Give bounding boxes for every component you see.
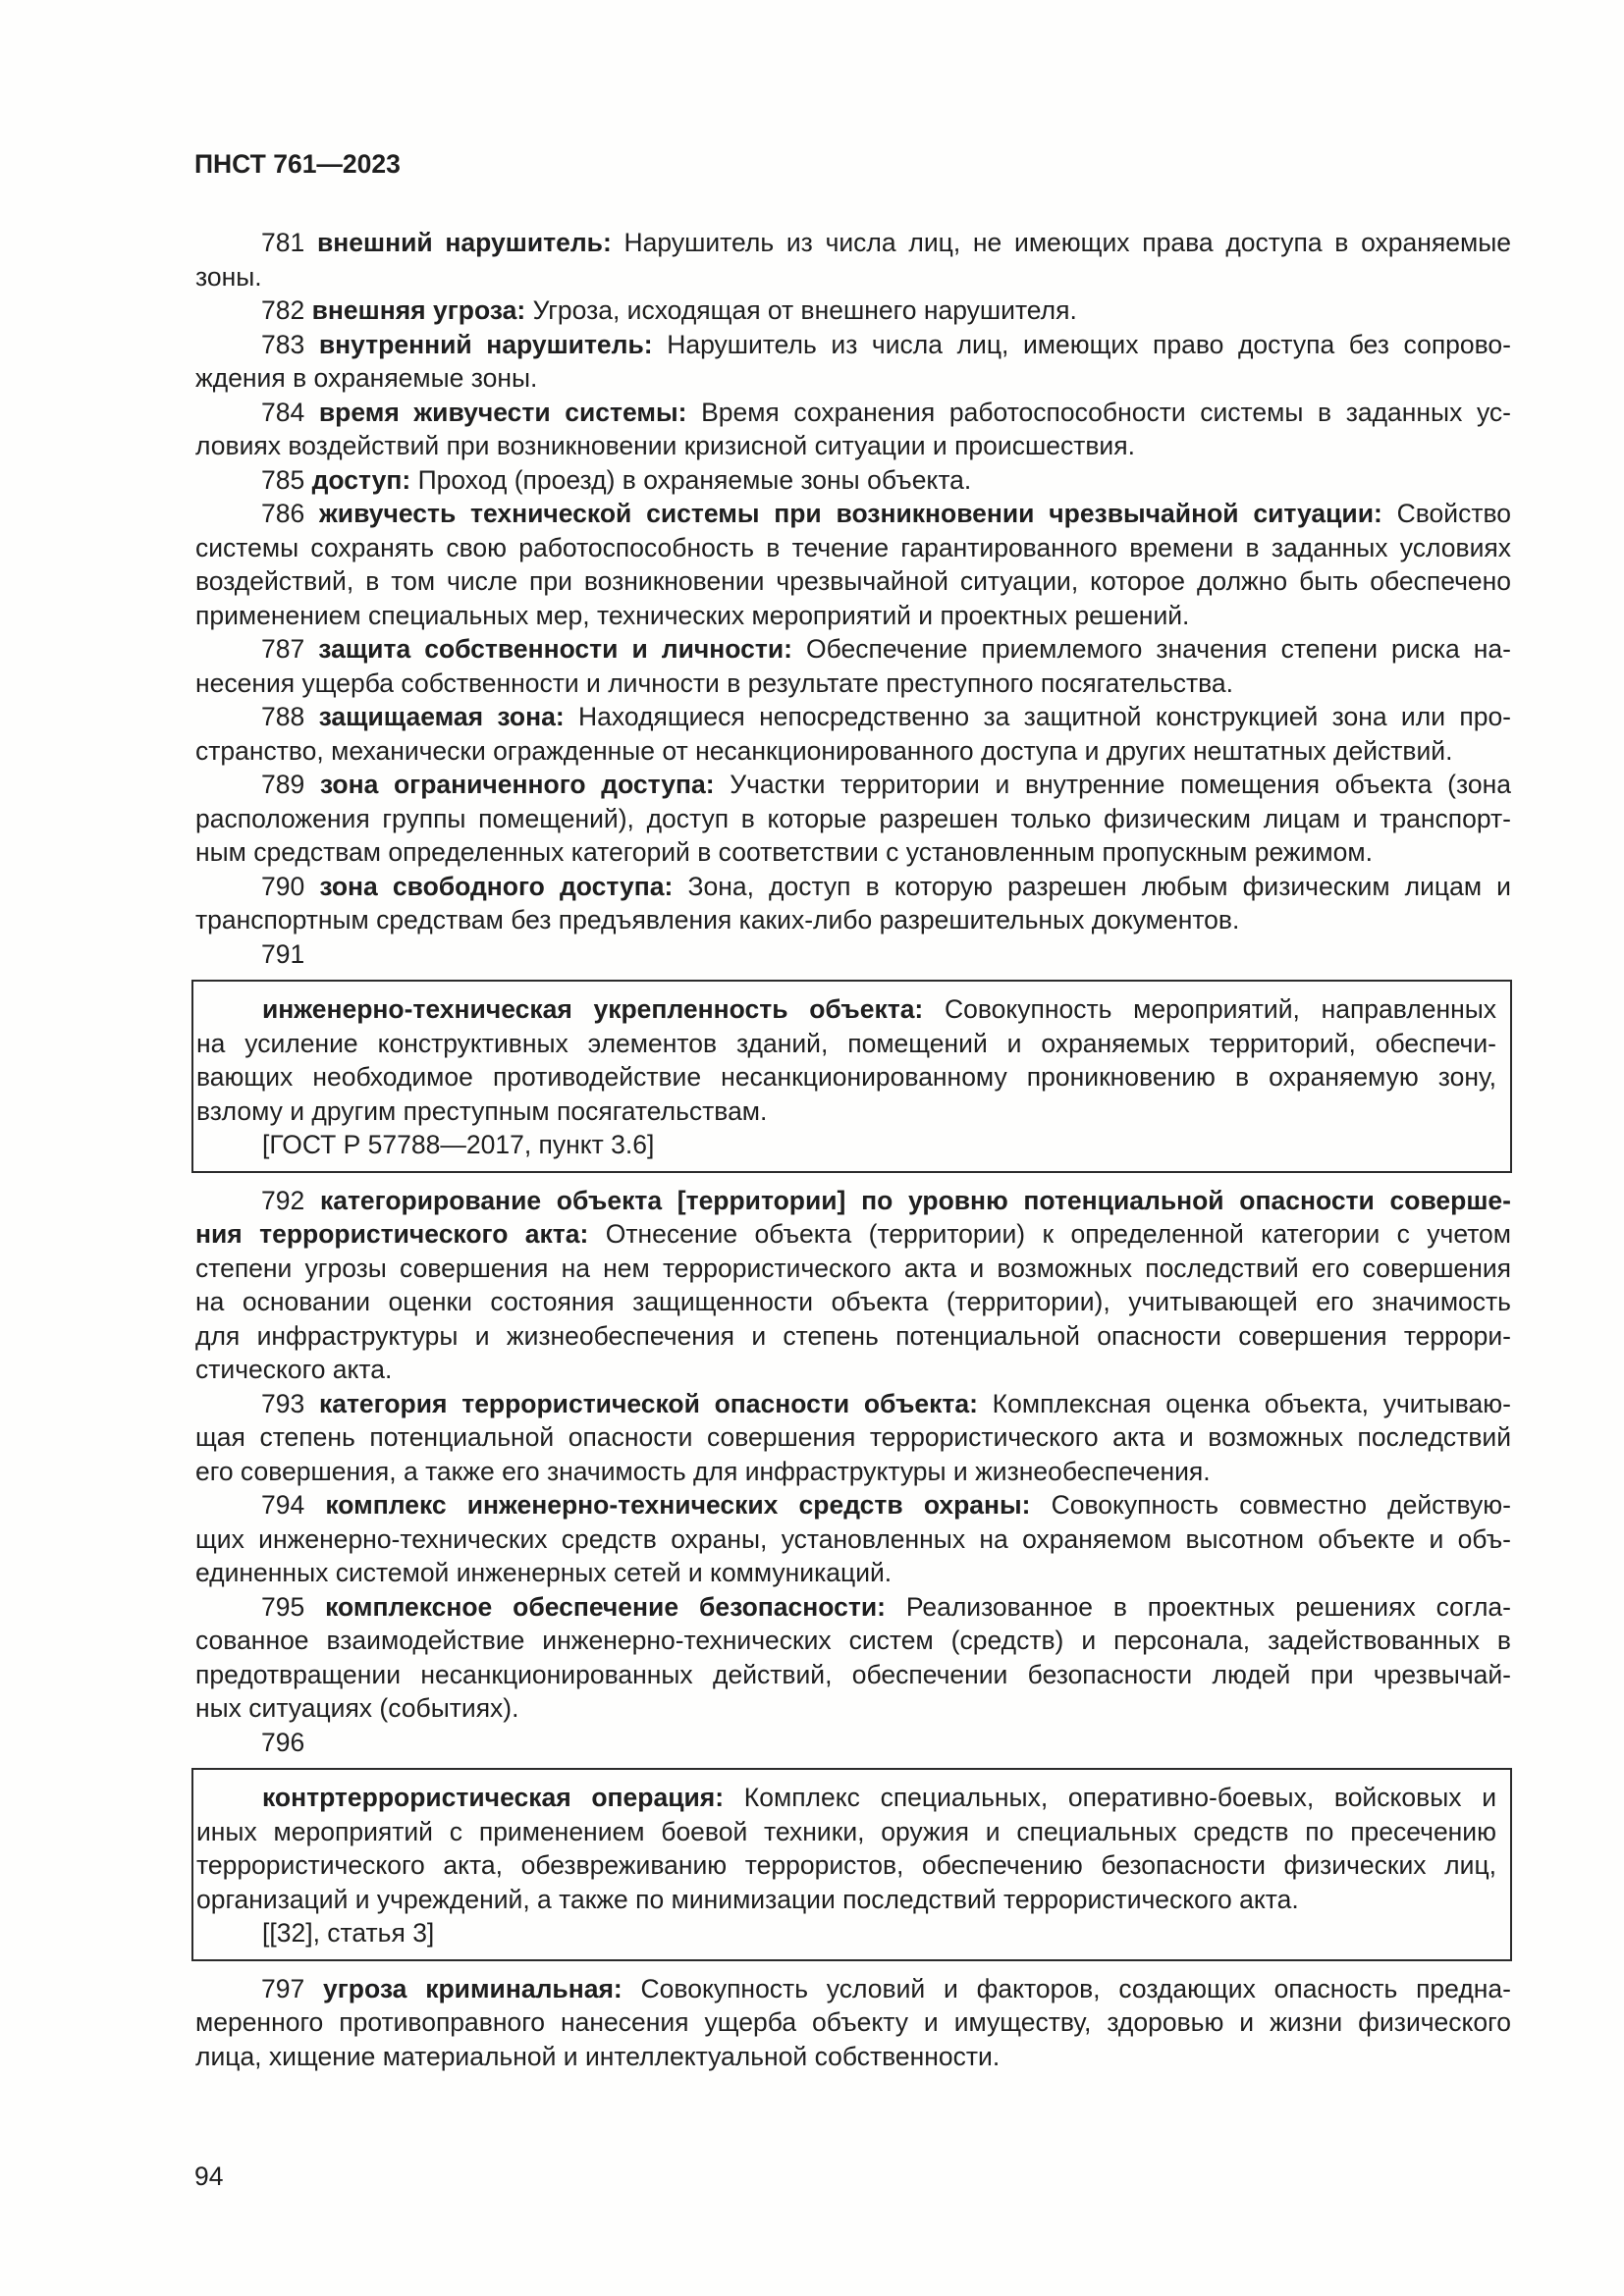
definition-line: предотвращении несанкционированных действий, обеспечении безопасности людей при чрезвычай- — [195, 1659, 1511, 1689]
definition-line: ных ситуациях (событиях). — [195, 1693, 519, 1723]
definition-text: Угроза, исходящая от внешнего нарушителя. — [532, 295, 1077, 325]
entry-second-line — [195, 1217, 1511, 1252]
definition-text: Совокупность совместно действую- — [1051, 1490, 1512, 1520]
quoted-definition-box — [191, 980, 1512, 1173]
entry-790 — [195, 870, 1511, 937]
term-number: 793 — [261, 1388, 305, 1418]
definition-text: Находящиеся непосредственно за защитной конструкцией зона или про- — [578, 702, 1512, 731]
entry-795 — [195, 1590, 1511, 1726]
entry-786 — [195, 497, 1511, 632]
definition-line: вающих необходимое противодействие несанкционированному проникновению в охраняемую зону, — [196, 1062, 1496, 1092]
term-name: защита собственности и личности: — [318, 634, 792, 664]
definition-line: странство, механически огражденные от несанкционированного доступа и других нештатных действий. — [195, 735, 1453, 766]
entry-first-line — [195, 396, 1511, 430]
term-number: 787 — [261, 634, 305, 664]
entry-785 — [195, 463, 1511, 498]
term-name: внешний нарушитель: — [316, 228, 612, 257]
entry-782 — [195, 294, 1511, 328]
term-name: время живучести системы: — [318, 397, 687, 427]
term-name: комплекс инженерно-технических средств охраны: — [325, 1490, 1031, 1520]
entry-787 — [195, 632, 1511, 700]
entry-796 — [195, 1726, 1511, 1961]
entry-first-line — [195, 870, 1511, 904]
entry-first-line — [195, 294, 1511, 328]
entry-788 — [195, 700, 1511, 768]
definition-text: Нарушитель из числа лиц, имеющих право доступа без сопрово- — [667, 329, 1511, 359]
term-number: 796 — [261, 1727, 305, 1757]
definition-line: организаций и учреждений, а также по минимизации последствий террористического акта. — [196, 1884, 1299, 1914]
definition-line: единенных системой инженерных сетей и коммуникаций. — [195, 1558, 893, 1587]
term-number: 786 — [261, 499, 305, 528]
definition-line: транспортным средствам без предъявления каких-либо разрешительных документов. — [195, 905, 1240, 934]
term-name: внутренний нарушитель: — [318, 329, 653, 359]
definition-line: иных мероприятий с применением боевой техники, оружия и специальных средств по пресечению — [196, 1816, 1496, 1846]
term-name: угроза криминальная: — [323, 1973, 623, 2003]
entry-783 — [195, 328, 1511, 396]
entry-first-line — [195, 497, 1511, 531]
entry-784 — [195, 396, 1511, 463]
definition-line: степени угрозы совершения на нем террористического акта и возможных последствий его совершения — [195, 1253, 1511, 1283]
definition-text: Обеспечение приемлемого значения степени риска на- — [806, 634, 1511, 664]
entry-first-line — [195, 226, 1511, 260]
term-name: комплексное обеспечение безопасности: — [325, 1591, 886, 1622]
definition-line: меренного противоправного нанесения ущерба объекту и имуществу, здоровью и жизни физического — [195, 2007, 1511, 2037]
entry-first-line — [195, 328, 1511, 362]
definition-text: Проход (проезд) в охраняемые зоны объекта. — [417, 464, 972, 495]
definition-text: Совокупность мероприятий, направленных — [944, 994, 1497, 1024]
definition-line: на усиление конструктивных элементов зданий, помещений и охраняемых территорий, обеспечи- — [196, 1028, 1496, 1058]
term-name: защищаемая зона: — [318, 702, 565, 731]
definition-line: взлому и другим преступным посягательствам. — [196, 1095, 768, 1126]
definition-line: его совершения, а также его значимость для инфраструктуры и жизнеобеспечения. — [195, 1456, 1211, 1486]
entry-792 — [195, 1184, 1511, 1387]
definition-line: сованное взаимодействие инженерно-технических систем (средств) и персонала, задействованных в — [195, 1626, 1511, 1655]
term-name: контртеррористическая операция: — [262, 1783, 725, 1812]
term-name: доступ: — [311, 464, 411, 495]
document-code: ПНСТ 761—2023 — [194, 149, 401, 179]
definition-line: для инфраструктуры и жизнеобеспечения и степень потенциальной опасности совершения террори- — [195, 1320, 1511, 1351]
entry-first-line — [195, 1184, 1511, 1218]
term-number: 789 — [261, 770, 305, 799]
source-reference: [ГОСТ Р 57788—2017, пункт 3.6] — [262, 1130, 655, 1159]
term-name: живучесть технической системы при возникновении чрезвычайной ситуации: — [319, 499, 1382, 528]
definition-line: лица, хищение материальной и интеллектуальной собственности. — [195, 2041, 1001, 2071]
term-name: зона ограниченного доступа: — [319, 770, 715, 799]
definition-text: Отнесение объекта (территории) к определенной категории с учетом — [605, 1219, 1512, 1249]
definition-text: Нарушитель из числа лиц, не имеющих права доступа в охраняемые — [623, 228, 1512, 257]
definition-line: расположения группы помещений), доступ в которые разрешен только физическим лицам и транспорт- — [195, 803, 1511, 833]
term-name: зона свободного доступа: — [319, 871, 674, 901]
term-number: 791 — [261, 938, 305, 969]
term-number: 794 — [261, 1490, 305, 1520]
term-number: 783 — [261, 329, 305, 359]
entry-first-line — [195, 463, 1511, 498]
box-first-line — [196, 992, 1496, 1027]
definition-line: применением специальных мер, технических мероприятий и проектных решений. — [195, 600, 1190, 630]
term-number: 785 — [261, 464, 305, 495]
entry-793 — [195, 1387, 1511, 1489]
box-first-line — [196, 1781, 1496, 1815]
entry-first-line — [195, 1972, 1511, 2006]
definition-text: Реализованное в проектных решениях согла- — [905, 1591, 1511, 1622]
term-number: 788 — [261, 702, 305, 731]
entry-794 — [195, 1488, 1511, 1590]
source-reference: [[32], статья 3] — [262, 1918, 435, 1948]
quoted-definition-box — [191, 1768, 1512, 1961]
entry-791 — [195, 937, 1511, 1173]
term-number: 784 — [261, 397, 305, 427]
entry-first-line — [195, 1488, 1511, 1522]
entry-first-line — [195, 768, 1511, 802]
term-name: инженерно-техническая укрепленность объекта: — [262, 994, 924, 1024]
entry-797 — [195, 1972, 1511, 2074]
definition-line: на основании оценки состояния защищенности объекта (территории), учитывающей его значимость — [195, 1287, 1511, 1316]
definition-line: ждения в охраняемые зоны. — [195, 363, 538, 393]
entry-781 — [195, 226, 1511, 294]
definition-line: стического акта. — [195, 1355, 393, 1384]
entry-first-line — [195, 700, 1511, 734]
definition-line: щая степень потенциальной опасности совершения террористического акта и возможных последствий — [195, 1422, 1511, 1452]
page-number: 94 — [194, 2162, 224, 2191]
definition-text: Зона, доступ в которую разрешен любым физическим лицам и — [687, 871, 1511, 901]
term-number: 795 — [261, 1591, 305, 1622]
definition-text: Участки территории и внутренние помещения объекта (зона — [730, 770, 1511, 799]
term-name-continued: ния террористического акта: — [195, 1219, 589, 1249]
entry-first-line — [195, 1387, 1511, 1421]
definition-text: Время сохранения работоспособности системы в заданных ус- — [701, 397, 1511, 427]
definition-text: Комплекс специальных, оперативно-боевых, войсковых и — [743, 1783, 1496, 1812]
definition-line: щих инженерно-технических средств охраны, установленных на охраняемом высотном объекте и объ- — [195, 1523, 1511, 1554]
definition-line: воздействий, в том числе при возникновении чрезвычайной ситуации, которое должно быть обеспечено — [195, 566, 1511, 596]
definition-text: Комплексная оценка объекта, учитываю- — [992, 1388, 1511, 1418]
definition-line: террористического акта, обезвреживанию террористов, обеспечению безопасности физических лиц, — [196, 1850, 1496, 1880]
term-name: внешняя угроза: — [311, 295, 526, 325]
term-number: 792 — [261, 1185, 305, 1215]
definition-text: Свойство — [1396, 499, 1511, 528]
term-number: 781 — [261, 228, 305, 257]
term-name: категорирование объекта [территории] по уровню потенциальной опасности соверше- — [319, 1185, 1511, 1215]
term-number: 790 — [261, 871, 305, 901]
definition-line: зоны. — [195, 261, 262, 292]
terms-list — [195, 226, 1511, 2073]
entry-first-line — [195, 1590, 1511, 1625]
term-name: категория террористической опасности объекта: — [318, 1388, 978, 1418]
definition-line: ным средствам определенных категорий в соответствии с установленным пропускным режимом. — [195, 837, 1373, 867]
definition-line: ловиях воздействий при возникновении кризисной ситуации и происшествия. — [195, 431, 1135, 460]
term-number: 782 — [261, 295, 305, 325]
entry-first-line — [195, 632, 1511, 667]
definition-text: Совокупность условий и факторов, создающих опасность предна- — [640, 1973, 1511, 2003]
definition-line: системы сохранять свою работоспособность в течение гарантированного времени в заданных условиях — [195, 532, 1511, 562]
term-number: 797 — [261, 1973, 305, 2003]
definition-line: несения ущерба собственности и личности в результате преступного посягательства. — [195, 667, 1234, 698]
entry-789 — [195, 768, 1511, 870]
